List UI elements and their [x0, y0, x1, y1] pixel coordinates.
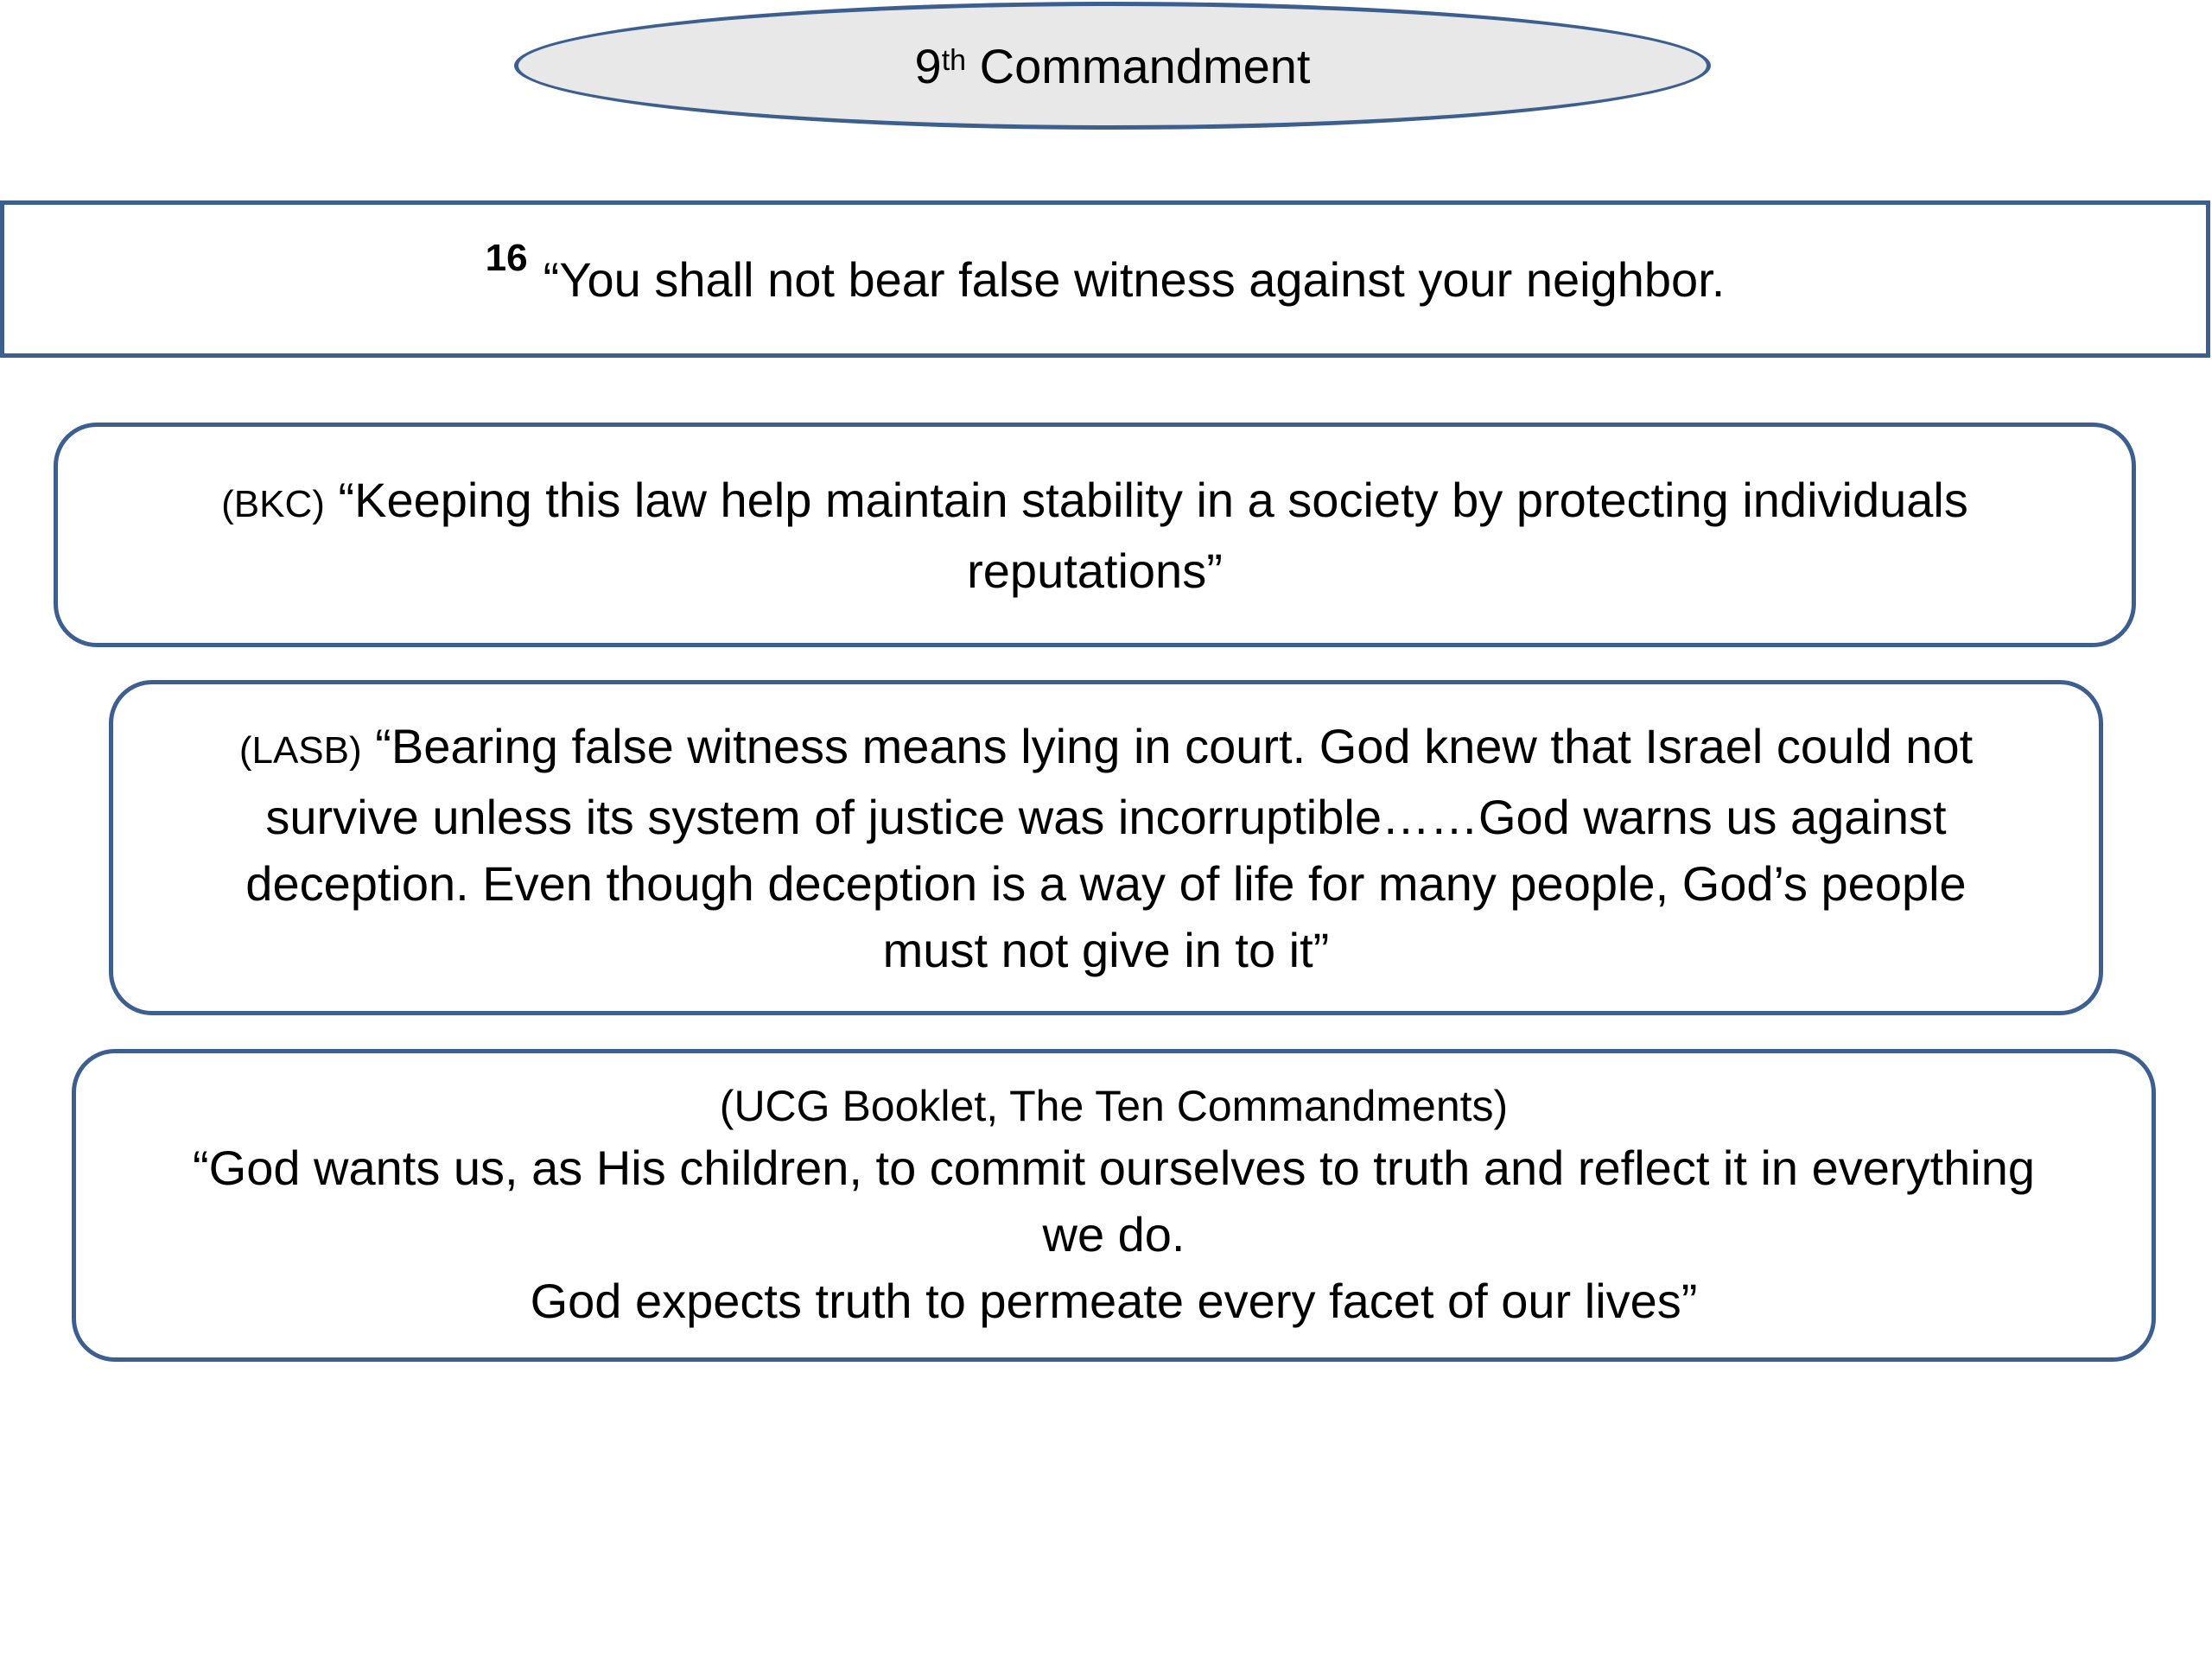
quote-line — [239, 713, 1973, 784]
quote-source: (UCG Booklet, The Ten Commandments) — [719, 1081, 1509, 1130]
title-ordinal-suffix: th — [941, 43, 967, 77]
quote-line: reputations” — [967, 543, 1223, 598]
quote-line: God expects truth to permeate every facet of our lives” — [530, 1273, 1698, 1328]
quote-box-ucg — [72, 1049, 2156, 1362]
quote-text: “Bearing false witness means lying in court. God knew that Israel could not — [375, 718, 1974, 773]
verse-number: 16 — [485, 237, 528, 279]
title-text: Commandment — [979, 38, 1311, 93]
verse-text: “You shall not bear false witness against your neighbor. — [543, 251, 1726, 307]
title-oval — [514, 2, 1711, 130]
quote-source: (LASB) — [238, 728, 362, 772]
quote-box-lasb — [109, 680, 2103, 1015]
title-ordinal: 9 — [914, 38, 942, 93]
quote-line — [221, 467, 1968, 537]
quote-box-bkc — [54, 423, 2136, 647]
quote-line: deception. Even though deception is a way of life for many people, God’s people — [245, 855, 1967, 911]
verse-box — [0, 200, 2210, 358]
quote-line: survive unless its system of justice was incorruptible……God warns us against — [265, 789, 1947, 844]
quote-text: “Keeping this law help maintain stability in a society by protecting individuals — [338, 472, 1968, 527]
quote-line: must not give in to it” — [882, 922, 1330, 977]
quote-line: “God wants us, as His children, to commit ourselves to truth and reflect it in everything — [192, 1140, 2036, 1195]
quote-line: we do. — [1042, 1206, 1185, 1262]
quote-source: (BKC) — [221, 482, 325, 525]
